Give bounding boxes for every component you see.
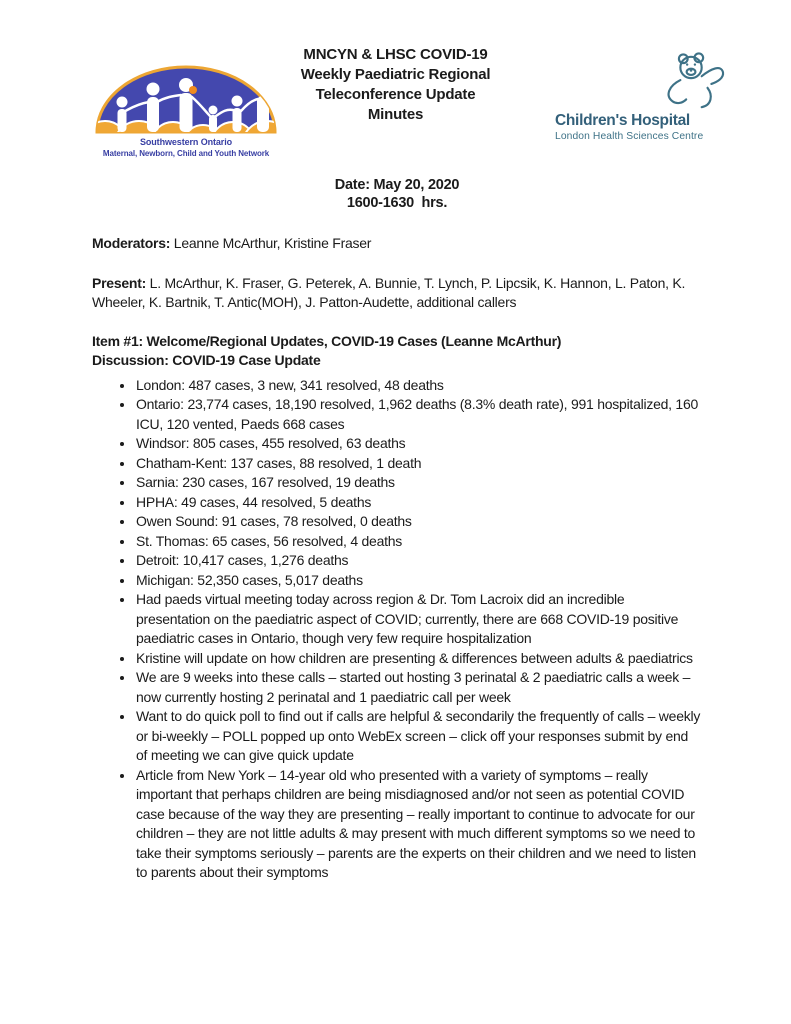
list-item: • Detroit: 10,417 cases, 1,276 deaths xyxy=(135,551,702,571)
meeting-date-block xyxy=(92,177,702,212)
mncyn-logo-caption xyxy=(86,137,286,159)
hospital-name: Children's Hospital xyxy=(555,112,690,129)
document-header xyxy=(0,45,791,165)
hospital-subtitle: London Health Sciences Centre xyxy=(555,131,704,142)
title-line-4: Minutes xyxy=(367,106,424,123)
list-item: • Michigan: 52,350 cases, 5,017 deaths xyxy=(135,571,702,591)
mncyn-dome-icon xyxy=(86,53,286,135)
moderators-label: Moderators: xyxy=(92,235,171,251)
list-item: • London: 487 cases, 3 new, 341 resolved, 48 deaths xyxy=(135,376,702,396)
moderators-line xyxy=(92,234,702,254)
title-line-2: Weekly Paediatric Regional xyxy=(300,66,491,83)
list-item: • Chatham-Kent: 137 cases, 88 resolved, 1 death xyxy=(135,454,702,474)
moderators-names: Leanne McArthur, Kristine Fraser xyxy=(170,235,372,251)
list-item: • Want to do quick poll to find out if calls are helpful & secondarily the frequently of calls – weekly or bi-weekly – POLL popped up onto WebEx screen – click off your responses submit by end of meeting we can give quick update xyxy=(135,707,702,766)
document-title xyxy=(301,45,491,125)
list-item: • Windsor: 805 cases, 455 resolved, 63 deaths xyxy=(135,434,702,454)
title-line-3: Teleconference Update xyxy=(315,86,476,103)
title-line-1: MNCYN & LHSC COVID-19 xyxy=(303,46,488,63)
present-names: L. McArthur, K. Fraser, G. Peterek, A. Bunnie, T. Lynch, P. Lipcsik, K. Hannon, L. Paton, K. Wheeler, K. Bartnik, T. Antic(MOH), J. Patton-Audette, additional callers xyxy=(92,274,686,310)
list-item: • Kristine will update on how children are presenting & differences between adults & paediatrics xyxy=(135,649,702,669)
list-item: • Article from New York – 14-year old who presented with a variety of symptoms – really important that perhaps children are being misdiagnosed and/or not seen as potential COVID case because of the way they are presenting – really important to continue to advocate for our children – they are not little adults & may present with much different symptoms so we need to take their symptoms seriously – parents are the experts on their children and we need to listen to parents about their symptoms xyxy=(135,766,702,883)
list-item: • Ontario: 23,774 cases, 18,190 resolved, 1,962 deaths (8.3% death rate), 991 hospitalized, 160 ICU, 120 vented, Paeds 668 cases xyxy=(135,395,702,434)
case-update-list xyxy=(92,376,702,883)
document-body xyxy=(92,177,702,883)
meeting-date: Date: May 20, 2020 xyxy=(334,177,460,193)
mncyn-logo-line1: Southwestern Ontario xyxy=(139,137,232,147)
item1-subheading: Discussion: COVID-19 Case Update xyxy=(92,352,321,368)
list-item: • HPHA: 49 cases, 44 resolved, 5 deaths xyxy=(135,493,702,513)
teddy-bear-icon xyxy=(657,51,727,118)
item1-heading: Item #1: Welcome/Regional Updates, COVID-19 Cases (Leanne McArthur) xyxy=(92,332,562,349)
list-item: • We are 9 weeks into these calls – started out hosting 3 perinatal & 2 paediatric calls a week – now currently hosting 2 perinatal and 1 paediatric call per week xyxy=(135,668,702,707)
meeting-time: 1600-1630 hrs. xyxy=(346,194,448,211)
childrens-hospital-logo xyxy=(555,57,725,149)
list-item: • St. Thomas: 65 cases, 56 resolved, 4 deaths xyxy=(135,532,702,552)
list-item: • Had paeds virtual meeting today across region & Dr. Tom Lacroix did an incredible presentation on the paediatric aspect of COVID; currently, there are 668 COVID-19 positive paediatric cases in Ontario, though very few require hospitalization xyxy=(135,590,702,649)
mncyn-logo-line2: Maternal, Newborn, Child and Youth Network xyxy=(102,149,270,158)
mncyn-logo xyxy=(86,53,286,159)
hospital-wordmark xyxy=(555,112,703,143)
present-line xyxy=(92,274,702,313)
list-item: • Sarnia: 230 cases, 167 resolved, 19 deaths xyxy=(135,473,702,493)
present-label: Present: xyxy=(92,274,147,291)
list-item: • Owen Sound: 91 cases, 78 resolved, 0 deaths xyxy=(135,512,702,532)
